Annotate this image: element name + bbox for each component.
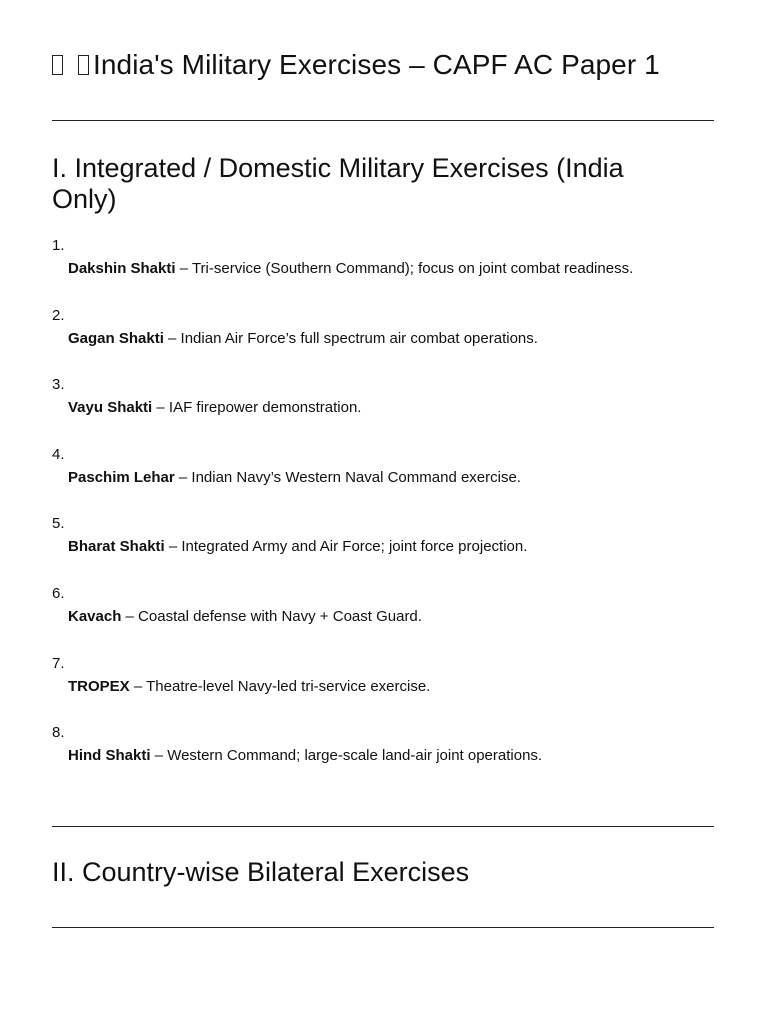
list-item-number: 6.: [52, 584, 65, 602]
list-item-text: [68, 677, 430, 697]
exercise-name: Bharat Shakti: [68, 538, 165, 556]
page-title-text: India's Military Exercises – CAPF AC Paper 1: [93, 49, 660, 80]
list-item: [52, 306, 712, 376]
list-item: [52, 654, 712, 724]
list-item: [52, 375, 712, 445]
list-item-text: [68, 607, 422, 627]
exercise-description: – Theatre-level Navy-led tri-service exercise.: [129, 677, 431, 695]
section-heading-bilateral: II. Country-wise Bilateral Exercises: [52, 857, 470, 887]
exercise-description: – Indian Air Force’s full spectrum air combat operations.: [163, 329, 538, 347]
exercise-description: – Integrated Army and Air Force; joint force projection.: [164, 538, 528, 556]
list-item-number: 3.: [52, 376, 65, 394]
divider-rule: [52, 826, 714, 827]
exercise-description: – Western Command; large-scale land-air joint operations.: [150, 747, 543, 765]
exercise-description: – Indian Navy’s Western Naval Command exercise.: [174, 468, 521, 486]
exercise-name: Gagan Shakti: [68, 329, 164, 347]
list-item: [52, 723, 712, 793]
exercise-name: Kavach: [68, 607, 122, 625]
list-item-text: [68, 746, 542, 766]
list-item-number: 5.: [52, 515, 65, 533]
exercise-name: Dakshin Shakti: [68, 260, 176, 277]
exercise-description: – Coastal defense with Navy + Coast Guard.: [121, 607, 422, 625]
exercise-description: – IAF firepower demonstration.: [152, 399, 362, 417]
missing-glyph-icon: [52, 55, 63, 75]
divider-rule: [52, 120, 714, 121]
list-item-number: 8.: [52, 724, 65, 742]
exercise-name: TROPEX: [68, 677, 130, 695]
list-item-text: [68, 329, 538, 349]
page-title: [52, 46, 660, 84]
missing-glyph-icon: [78, 55, 89, 75]
list-item: [52, 514, 712, 584]
exercise-name: Vayu Shakti: [68, 399, 153, 417]
list-item: [52, 236, 712, 306]
exercise-list: [52, 236, 712, 793]
list-item-number: 4.: [52, 445, 65, 463]
list-item-number: 2.: [52, 306, 65, 324]
divider-rule: [52, 927, 714, 928]
list-item-text: [68, 259, 633, 279]
exercise-name: Hind Shakti: [68, 747, 151, 765]
list-item-number: 1.: [52, 237, 65, 254]
list-item-text: [68, 468, 521, 488]
list-item-text: [68, 537, 527, 557]
list-item: [52, 584, 712, 654]
section-heading-integrated: I. Integrated / Domestic Military Exercises (India Only): [52, 153, 624, 214]
list-item-number: 7.: [52, 654, 65, 672]
list-item: [52, 445, 712, 515]
exercise-description: – Tri-service (Southern Command); focus on joint combat readiness.: [175, 260, 634, 277]
list-item-text: [68, 398, 361, 418]
exercise-name: Paschim Lehar: [68, 468, 175, 486]
